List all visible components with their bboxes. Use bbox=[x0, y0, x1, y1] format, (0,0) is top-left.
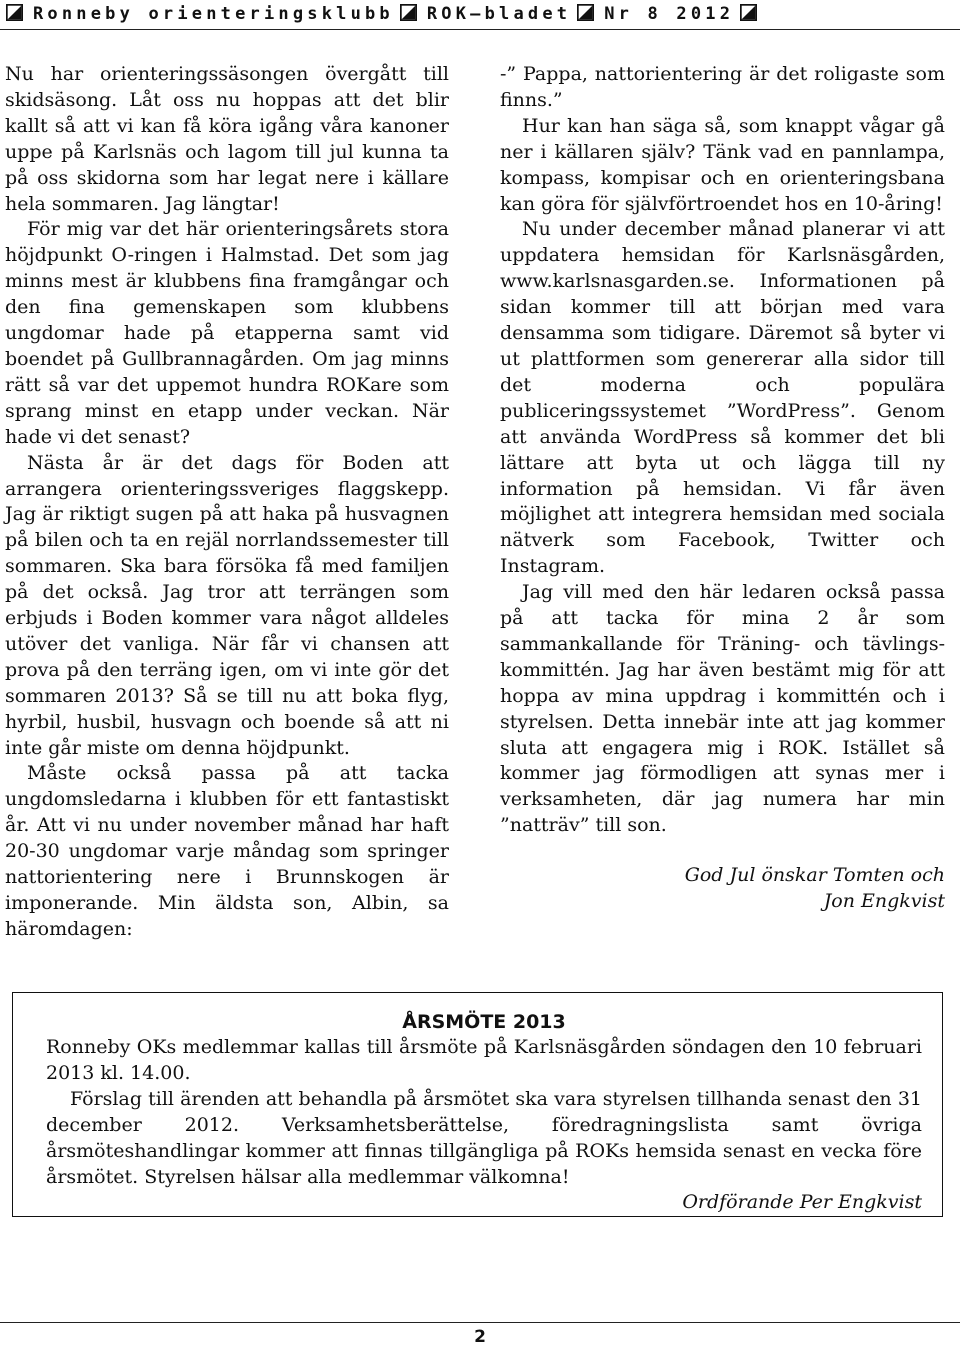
corner-triangle-icon bbox=[400, 4, 417, 21]
page-number: 2 bbox=[474, 1327, 486, 1347]
article-paragraph: -” Pappa, nattorientering är det roligaste som finns.” bbox=[500, 63, 945, 111]
corner-triangle-icon bbox=[740, 4, 757, 21]
header-publication-name: ROK–bladet bbox=[426, 4, 572, 24]
header-club-name: Ronneby orienteringsklubb bbox=[33, 4, 394, 24]
corner-triangle-icon bbox=[577, 4, 594, 21]
notice-paragraph: Förslag till ärenden att behandla på årsmötet ska vara styrelsen tillhanda senast den 31 december 2012. Verksamhetsberättelse, föredragningslista samt övriga årsmöteshandlingar kommer att finnas tillgängliga på ROKs hemsida senast en vecka före årsmötet. Styrelsen hälsar alla medlemmar välkomna! bbox=[46, 1087, 922, 1188]
header-divider bbox=[0, 29, 960, 30]
article-paragraph: Nu under december månad planerar vi att uppdatera hemsidan för Karlsnäsgården, www.karlsnasgarden.se. Informationen på sidan kommer till att början med vara densamma som tidigare. Däremot så byter vi ut plattformen som genererar alla sidor till det moderna och populära publiceringssystemet ”WordPress”. Genom att använda WordPress så kommer det bli lättare att byta ut och lägga till ny information på hemsidan. Vi får även möjlighet att integrera hemsidan med sociala nätverk som Facebook, Twitter och Instagram. bbox=[500, 218, 945, 578]
article-paragraph: Måste också passa på att tacka ungdomsledarna i klubben för ett fantastiskt år. Att vi nu under november månad har haft 20-30 ungdomar varje måndag som springer nattorientering nere i Brunnskogen är imponerande. Min äldsta son, Albin, sa häromdagen: bbox=[5, 762, 449, 940]
notice-title: ÅRSMÖTE 2013 bbox=[402, 1011, 566, 1033]
article-paragraph: För mig var det här orienteringsårets stora höjdpunkt O-ringen i Halmstad. Det som jag minns mest är klubbens fina framgångar och den fina gemenskapen som klubbens ungdomar hade på etapperna samt vid boendet på Gullbrannagården. Om jag minns rätt så var det uppemot hundra ROKare som sprang minst en etapp under veckan. När hade vi det senast? bbox=[5, 218, 449, 448]
corner-triangle-icon bbox=[6, 4, 23, 21]
article-signature bbox=[500, 863, 945, 915]
signature-name: Jon Engkvist bbox=[823, 890, 945, 913]
signature-line: God Jul önskar Tomten och bbox=[684, 864, 945, 887]
page-header bbox=[0, 0, 960, 32]
right-column bbox=[500, 62, 945, 915]
header-issue-number: Nr 8 2012 bbox=[604, 4, 735, 24]
article-paragraph: Nu har orienteringssäsongen övergått till skidsäsong. Låt oss nu hoppas att det blir kallt så att vi kan få köra igång våra kanoner uppe på Karlsnäs och lagom till jul kunna ta på oss skidorna som har legat nere i källare hela sommaren. Jag längtar! bbox=[5, 63, 449, 215]
article-paragraph: Jag vill med den här ledaren också passa på att tacka för mina 2 år som sammankallande för Träning- och tävlings-kommittén. Jag har även bestämt mig för att hoppa av mina uppdrag i kommittén och i styrelsen. Detta innebär inte att jag kommer sluta att engagera mig i ROK. Istället så kommer jag förmodligen att synas mer i verksamheten, där jag numera har min ”natträv” till son. bbox=[500, 581, 945, 837]
left-column bbox=[5, 62, 449, 943]
notice-signature: Ordförande Per Engkvist bbox=[682, 1191, 922, 1214]
annual-meeting-notice bbox=[12, 992, 943, 1217]
notice-paragraph: Ronneby OKs medlemmar kallas till årsmöte på Karlsnäsgården söndagen den 10 februari 2013 kl. 14.00. bbox=[46, 1036, 922, 1084]
article-paragraph: Nästa år är det dags för Boden att arrangera orienteringssveriges flaggskepp. Jag är riktigt sugen på att haka på husvagnen på bilen och ta en rejäl norrlandssemester till sommaren. Ska bara försöka få med familjen på det också. Jag tror att terrängen som erbjuds i Boden kommer vara något alldeles utöver det vanliga. När får vi chansen att prova på den terräng igen, om vi inte gör det sommaren 2013? Så se till nu att boka flyg, hyrbil, husbil, husvagn och boende så att ni inte går miste om denna höjdpunkt. bbox=[5, 451, 449, 759]
article-paragraph: Hur kan han säga så, som knappt vågar gå ner i källaren själv? Tänk vad en pannlampa, kompass, kompisar och en orienteringsbana kan göra för självförtroendet hos en 10-åring! bbox=[500, 114, 945, 215]
footer-divider bbox=[0, 1322, 960, 1323]
